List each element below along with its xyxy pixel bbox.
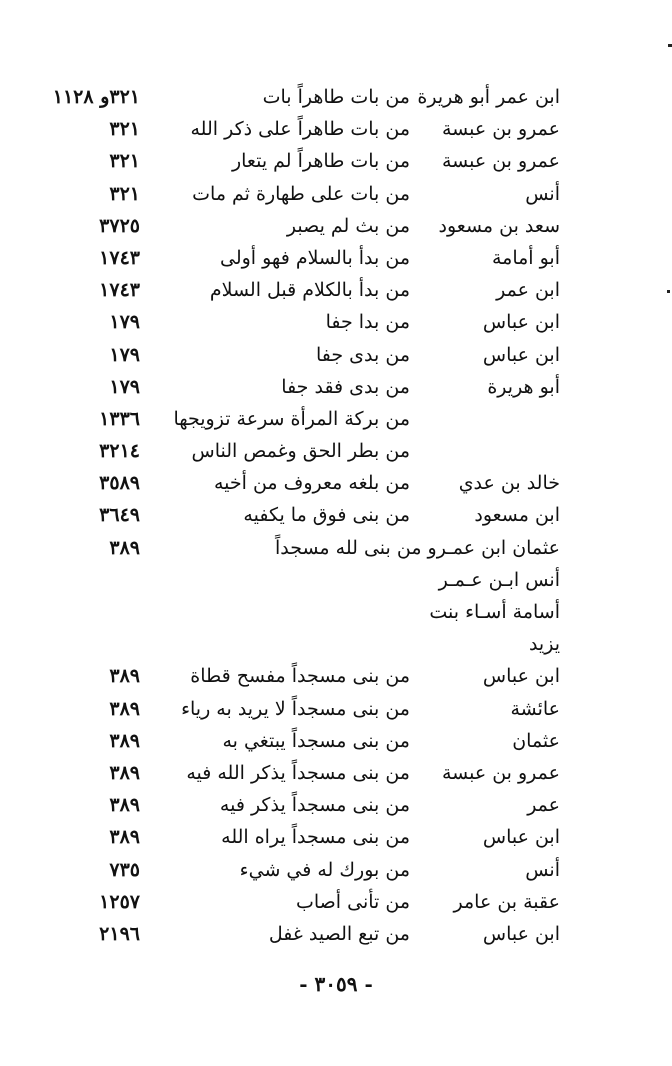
index-row xyxy=(0,854,672,886)
hadith-text: من بطر الحق وغمص الناس xyxy=(191,440,410,463)
narrator: ابن عباس xyxy=(482,826,560,849)
index-row xyxy=(0,789,672,821)
narrator: عثمان xyxy=(512,729,560,752)
reference-number: ٣٨٩ xyxy=(109,794,140,817)
index-row xyxy=(0,435,672,467)
narrator: عقبة بن عامر xyxy=(453,890,560,913)
reference-number: ٣٢١ xyxy=(109,150,140,173)
index-row xyxy=(0,210,672,242)
reference-number: ٣٨٩ xyxy=(109,697,140,720)
index-row xyxy=(0,306,672,338)
hadith-text: من تأنى أصاب xyxy=(295,890,410,913)
index-row xyxy=(0,821,672,853)
margin-mark xyxy=(667,290,670,293)
narrator: عمرو بن عبسة xyxy=(441,118,560,141)
narrator: ابن مسعود xyxy=(474,504,560,527)
narrator-continuation xyxy=(0,628,672,660)
index-row xyxy=(0,886,672,918)
hadith-text: من بدا جفا xyxy=(325,311,410,334)
index-row xyxy=(0,725,672,757)
narrator: عائشة xyxy=(510,697,560,720)
index-row xyxy=(0,178,672,210)
reference-number: ٧٣٥ xyxy=(109,858,140,881)
reference-number: ١٧٤٣ xyxy=(99,246,140,269)
reference-number: ١٧٩ xyxy=(109,311,140,334)
narrator: خالد بن عدي xyxy=(458,472,560,495)
reference-number: ١٧٩ xyxy=(109,375,140,398)
narrator: أنس ابـن عـمـر xyxy=(438,568,560,591)
hadith-text: من بات طاهراً بات xyxy=(262,86,410,108)
narrator: أبو أمامة xyxy=(491,246,560,269)
reference-number: ٣٧٢٥ xyxy=(99,214,140,237)
index-row xyxy=(0,242,672,274)
narrator: عمرو بن عبسة xyxy=(441,761,560,784)
hadith-text: من بات على طهارة ثم مات xyxy=(192,182,410,205)
reference-number: ٣٨٩ xyxy=(109,761,140,784)
reference-number: ١٢٥٧ xyxy=(99,890,140,913)
index-row-multi-narrator xyxy=(0,532,672,564)
narrator: ابن عمر أبو هريرة xyxy=(417,86,560,108)
index-row xyxy=(0,274,672,306)
reference-number: ٣٥٨٩ xyxy=(99,472,140,495)
narrator: يزيد xyxy=(528,633,560,656)
index-row xyxy=(0,113,672,145)
hadith-text: من بركة المرأة سرعة تزويجها xyxy=(173,407,410,430)
narrator-continuation xyxy=(0,596,672,628)
hadith-text: من تبع الصيد غفل xyxy=(268,922,410,945)
narrator: ابن عباس xyxy=(482,343,560,366)
index-row xyxy=(0,660,672,692)
narrator: سعد بن مسعود xyxy=(438,214,560,237)
narrator: عمر xyxy=(527,794,560,817)
narrator: عمرو بن عبسة xyxy=(441,150,560,173)
index-row xyxy=(0,371,672,403)
hadith-text: من بلغه معروف من أخيه xyxy=(213,472,410,495)
reference-number: ٣٨٩ xyxy=(109,729,140,752)
index-row xyxy=(0,757,672,789)
narrator: أنس xyxy=(525,182,560,205)
reference-number: ٣٨٩ xyxy=(109,826,140,849)
narrator: أنس xyxy=(525,858,560,881)
reference-number: ٣٢١ xyxy=(109,118,140,141)
hadith-text: من بورك له في شيء xyxy=(239,858,410,881)
hadith-text: من بنى مسجداً يذكر فيه xyxy=(219,794,410,817)
hadith-text: من بث لم يصبر xyxy=(286,214,410,237)
index-row xyxy=(0,499,672,531)
reference-number: ١٧٤٣ xyxy=(99,279,140,302)
narrator: ابن عمر xyxy=(496,279,560,302)
index-row xyxy=(0,918,672,950)
index-entries xyxy=(0,81,672,950)
hadith-text: من بنى مسجداً يبتغي به xyxy=(222,729,410,752)
hadith-text: من بدى فقد جفا xyxy=(281,375,410,398)
hadith-text: من بات طاهراً لم يتعار xyxy=(231,150,410,173)
hadith-text: من بدأ بالكلام قبل السلام xyxy=(209,279,410,302)
index-row xyxy=(0,81,672,113)
hadith-text: من بنى مسجداً مفسح قطاة xyxy=(190,665,410,688)
reference-number: ٣٦٤٩ xyxy=(99,504,140,527)
hadith-text: من بنى مسجداً يراه الله xyxy=(221,826,410,849)
margin-mark xyxy=(668,44,672,47)
narrator-continuation xyxy=(0,564,672,596)
hadith-text: من بدى جفا xyxy=(316,343,410,366)
reference-number: ٣٨٩ xyxy=(109,665,140,688)
reference-number: ٢١٩٦ xyxy=(99,922,140,945)
hadith-text: من بنى فوق ما يكفيه xyxy=(243,504,410,527)
index-row xyxy=(0,145,672,177)
index-row xyxy=(0,339,672,371)
narrators-and-text: عثمان ابن عمـرو من بنى لله مسجداً xyxy=(274,536,560,559)
hadith-text: من بنى مسجداً لا يريد به رياء xyxy=(181,697,410,720)
page-number: - ٣٠٥٩ - xyxy=(299,972,373,996)
index-row xyxy=(0,467,672,499)
reference-number: ٣٢١ xyxy=(109,182,140,205)
hadith-text: من بدأ بالسلام فهو أولى xyxy=(220,246,410,269)
reference-number: ٣٢١٤ xyxy=(99,440,140,463)
narrator: أبو هريرة xyxy=(487,375,560,398)
narrator: أسامة أسـاء بنت xyxy=(429,601,560,623)
index-row xyxy=(0,693,672,725)
hadith-text: من بات طاهراً على ذكر الله xyxy=(190,118,410,141)
reference-number: ٣٨٩ xyxy=(109,536,140,559)
index-row xyxy=(0,403,672,435)
reference-number: ١٣٣٦ xyxy=(99,407,140,430)
narrator: ابن عباس xyxy=(482,665,560,688)
hadith-text: من بنى مسجداً يذكر الله فيه xyxy=(186,761,410,784)
reference-number: ٣٢١و ١١٢٨ xyxy=(52,86,140,108)
reference-number: ١٧٩ xyxy=(109,343,140,366)
narrator: ابن عباس xyxy=(482,922,560,945)
narrator: ابن عباس xyxy=(482,311,560,334)
